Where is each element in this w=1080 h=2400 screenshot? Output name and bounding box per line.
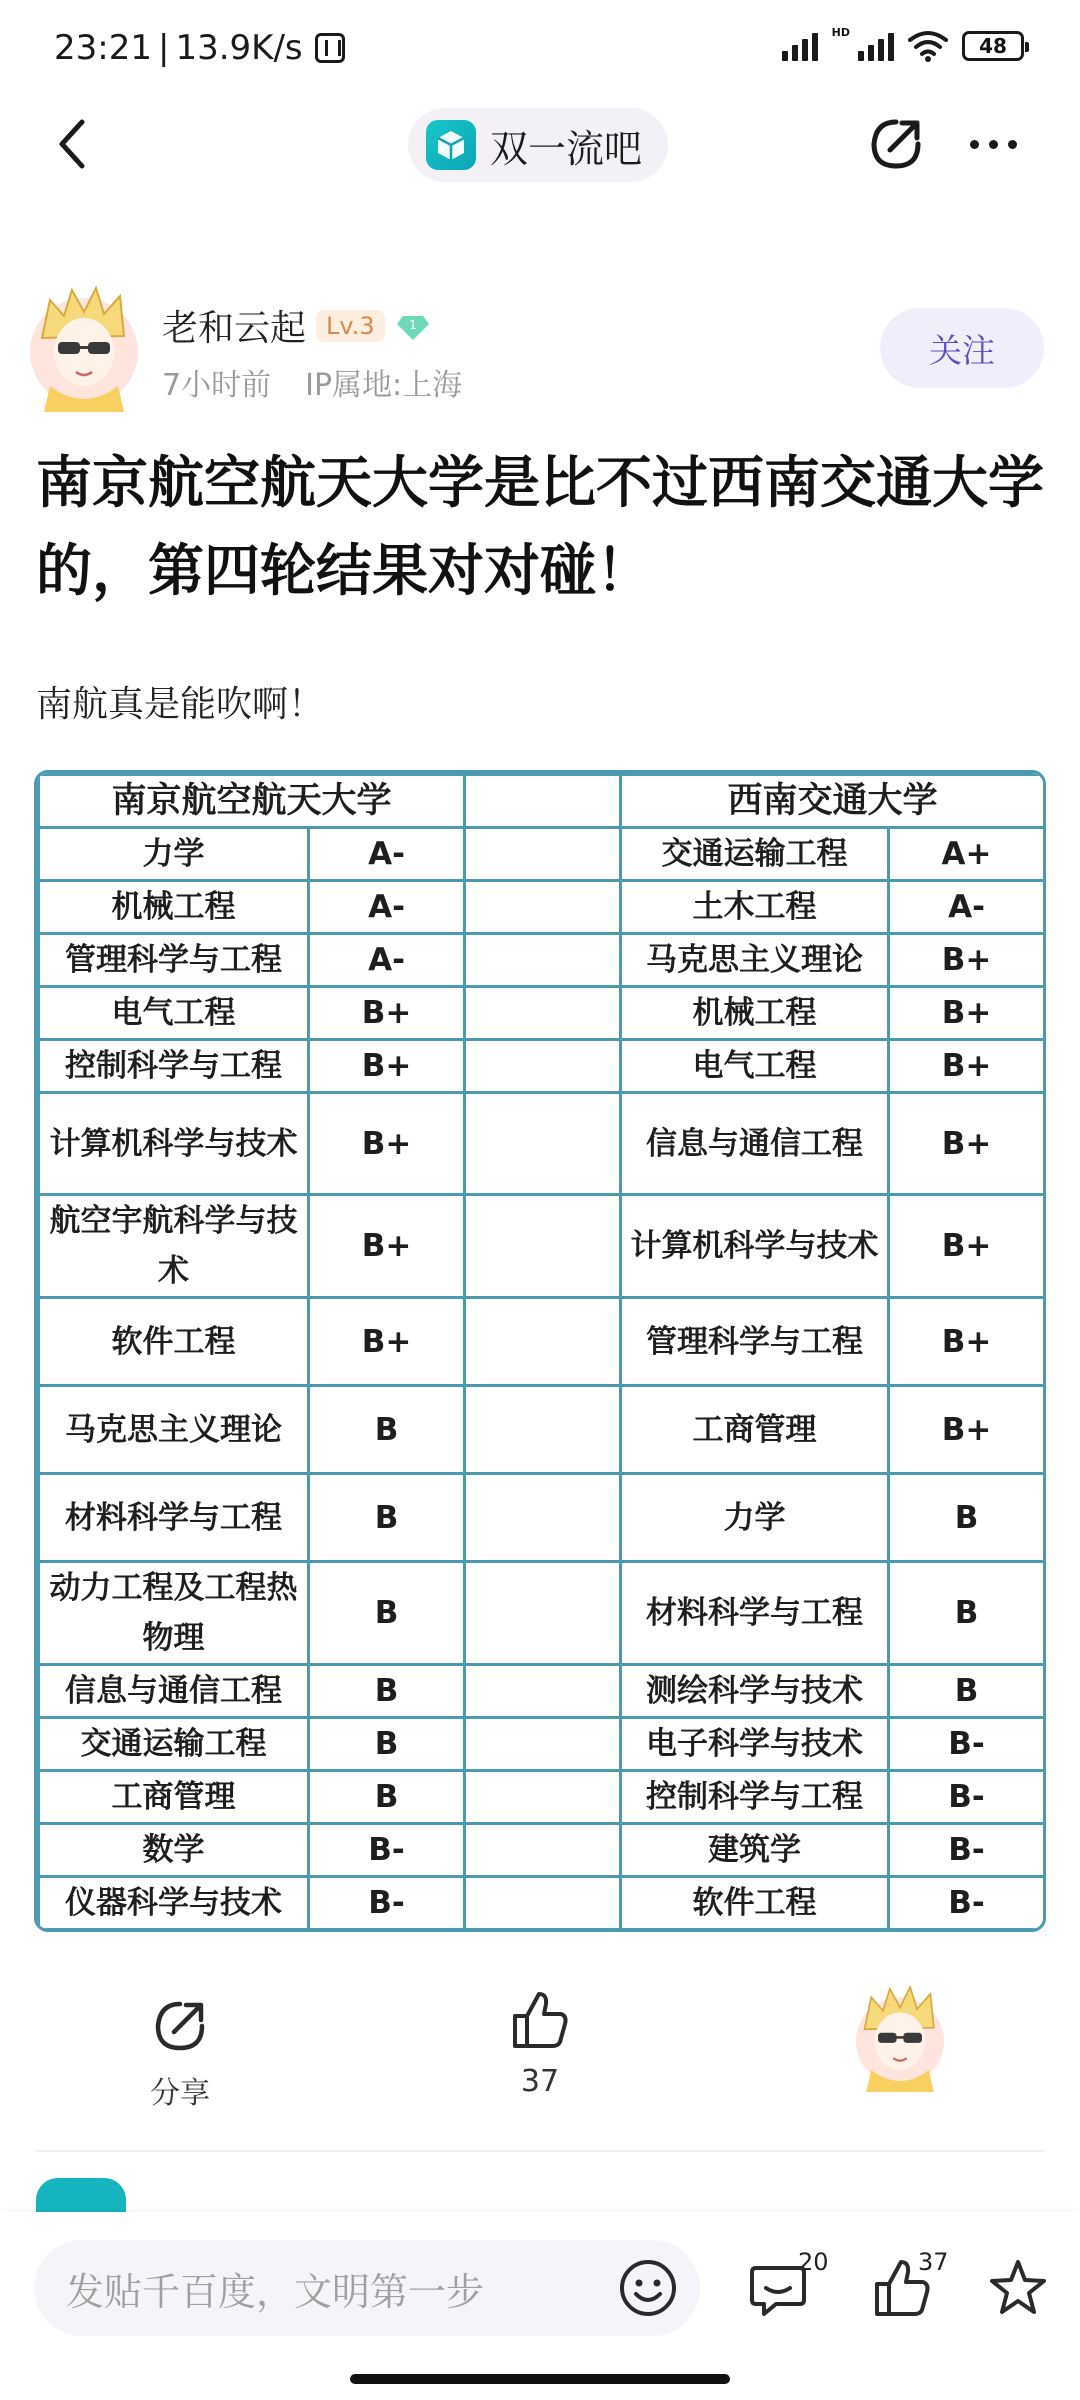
- left-grade-cell: B+: [309, 987, 465, 1040]
- left-subject-cell: 控制科学与工程: [39, 1040, 309, 1093]
- forum-logo-icon: [426, 120, 476, 170]
- post-title: 南京航空航天大学是比不过西南交通大学的，第四轮结果对对碰！: [36, 451, 1044, 604]
- right-subject-cell: 土木工程: [621, 881, 889, 934]
- signal-icon: [782, 31, 818, 61]
- signal-icon-2: [858, 31, 894, 61]
- author-name[interactable]: 老和云起: [162, 308, 307, 349]
- share-button-top[interactable]: [866, 114, 926, 174]
- network-speed: 13.9K/s: [175, 28, 303, 68]
- right-grade-cell: B: [889, 1562, 1045, 1665]
- hd-label: HD: [831, 25, 850, 39]
- gap-cell: [465, 1562, 621, 1665]
- table-header-row: [39, 775, 1045, 828]
- top-nav: [0, 100, 1080, 190]
- gap-cell: [465, 881, 621, 934]
- left-grade-cell: B: [309, 1665, 465, 1718]
- table-row: [39, 1298, 1045, 1386]
- right-subject-cell: 软件工程: [621, 1877, 889, 1930]
- right-grade-cell: B+: [889, 1093, 1045, 1195]
- status-right: [782, 25, 1024, 62]
- post-time: 7小时前: [162, 368, 272, 403]
- left-subject-cell: 仪器科学与技术: [39, 1877, 309, 1930]
- gap-cell: [465, 1824, 621, 1877]
- left-subject-cell: 管理科学与工程: [39, 934, 309, 987]
- gap-cell: [465, 1771, 621, 1824]
- gap-cell: [465, 987, 621, 1040]
- left-subject-cell: 机械工程: [39, 881, 309, 934]
- right-university-header: 西南交通大学: [621, 775, 1045, 828]
- share-icon: [150, 1996, 210, 2056]
- left-grade-cell: B: [309, 1386, 465, 1474]
- bottom-bar: [0, 2212, 1080, 2400]
- table-row: [39, 1718, 1045, 1771]
- left-subject-cell: 电气工程: [39, 987, 309, 1040]
- status-bar: [0, 0, 1080, 100]
- thumbs-up-icon: [509, 1988, 571, 2052]
- gap-cell: [465, 1195, 621, 1298]
- liker-avatar[interactable]: [850, 1982, 950, 2092]
- left-grade-cell: B: [309, 1771, 465, 1824]
- more-options-button[interactable]: [958, 114, 1028, 174]
- comment-placeholder: 发贴千百度，文明第一步: [66, 2269, 485, 2314]
- left-grade-cell: B+: [309, 1195, 465, 1298]
- right-grade-cell: B+: [889, 1195, 1045, 1298]
- left-subject-cell: 交通运输工程: [39, 1718, 309, 1771]
- ip-location: IP属地:上海: [305, 368, 463, 403]
- table-row: [39, 1093, 1045, 1195]
- left-subject-cell: 软件工程: [39, 1298, 309, 1386]
- table-body: [39, 828, 1045, 1930]
- battery-level: 48: [979, 34, 1007, 58]
- author-avatar[interactable]: [28, 282, 140, 412]
- gap-cell: [465, 1877, 621, 1930]
- right-grade-cell: B+: [889, 1386, 1045, 1474]
- right-subject-cell: 电子科学与技术: [621, 1718, 889, 1771]
- author-meta: [162, 360, 462, 404]
- grades-table: [37, 773, 1046, 1931]
- left-subject-cell: 信息与通信工程: [39, 1665, 309, 1718]
- share-action-button[interactable]: [140, 1996, 220, 2112]
- left-grade-cell: B+: [309, 1040, 465, 1093]
- left-subject-cell: 航空宇航科学与技术: [39, 1195, 309, 1298]
- divider: [36, 2150, 1044, 2152]
- gap-cell: [465, 828, 621, 881]
- left-grade-cell: B-: [309, 1824, 465, 1877]
- star-icon[interactable]: [986, 2256, 1050, 2320]
- right-subject-cell: 机械工程: [621, 987, 889, 1040]
- right-grade-cell: B-: [889, 1718, 1045, 1771]
- table-row: [39, 934, 1045, 987]
- status-left: 23:21 | 13.9K/s: [54, 28, 345, 68]
- left-grade-cell: B-: [309, 1877, 465, 1930]
- forum-name: 双一流吧: [490, 126, 643, 171]
- status-time: 23:21: [54, 28, 152, 68]
- left-grade-cell: B: [309, 1562, 465, 1665]
- gap-cell: [465, 934, 621, 987]
- table-row: [39, 987, 1045, 1040]
- left-university-header: 南京航空航天大学: [39, 775, 465, 828]
- right-subject-cell: 控制科学与工程: [621, 1771, 889, 1824]
- table-row: [39, 1562, 1045, 1665]
- left-subject-cell: 计算机科学与技术: [39, 1093, 309, 1195]
- right-grade-cell: B-: [889, 1771, 1045, 1824]
- table-row: [39, 1877, 1045, 1930]
- left-grade-cell: B+: [309, 1298, 465, 1386]
- gap-cell: [465, 775, 621, 828]
- table-row: [39, 828, 1045, 881]
- level-badge: Lv.3: [316, 310, 385, 342]
- gap-cell: [465, 1386, 621, 1474]
- right-grade-cell: A-: [889, 881, 1045, 934]
- right-grade-cell: B+: [889, 987, 1045, 1040]
- like-count: 37: [520, 2064, 560, 2099]
- nfc-icon: [315, 33, 345, 63]
- left-grade-cell: B: [309, 1474, 465, 1562]
- forum-entry-button[interactable]: [408, 108, 668, 182]
- home-indicator[interactable]: [350, 2374, 730, 2384]
- emoji-icon[interactable]: [616, 2256, 680, 2320]
- right-grade-cell: B: [889, 1474, 1045, 1562]
- left-grade-cell: B: [309, 1718, 465, 1771]
- table-row: [39, 1040, 1045, 1093]
- table-row: [39, 1665, 1045, 1718]
- post-body: 南航真是能吹啊！: [36, 684, 325, 725]
- left-subject-cell: 力学: [39, 828, 309, 881]
- battery-icon: [962, 31, 1024, 61]
- right-subject-cell: 建筑学: [621, 1824, 889, 1877]
- left-subject-cell: 动力工程及工程热物理: [39, 1562, 309, 1665]
- right-grade-cell: B+: [889, 1040, 1045, 1093]
- wifi-icon: [908, 30, 948, 62]
- like-action-button[interactable]: [500, 1988, 580, 2099]
- right-grade-cell: B: [889, 1665, 1045, 1718]
- bottom-like-count: 37: [918, 2248, 949, 2276]
- gap-cell: [465, 1718, 621, 1771]
- left-grade-cell: A-: [309, 934, 465, 987]
- right-subject-cell: 管理科学与工程: [621, 1298, 889, 1386]
- share-icon: [866, 114, 926, 174]
- right-grade-cell: B-: [889, 1824, 1045, 1877]
- chevron-left-icon: [54, 118, 90, 170]
- gap-cell: [465, 1040, 621, 1093]
- gap-cell: [465, 1665, 621, 1718]
- comment-count: 20: [798, 2248, 829, 2276]
- left-subject-cell: 马克思主义理论: [39, 1386, 309, 1474]
- post-image-table[interactable]: [34, 770, 1046, 1932]
- gap-cell: [465, 1474, 621, 1562]
- right-grade-cell: A+: [889, 828, 1045, 881]
- gap-cell: [465, 1093, 621, 1195]
- table-row: [39, 881, 1045, 934]
- table-row: [39, 1771, 1045, 1824]
- right-subject-cell: 测绘科学与技术: [621, 1665, 889, 1718]
- right-grade-cell: B+: [889, 1298, 1045, 1386]
- right-subject-cell: 计算机科学与技术: [621, 1195, 889, 1298]
- gem-badge-icon: [395, 308, 431, 344]
- left-grade-cell: A-: [309, 828, 465, 881]
- right-subject-cell: 交通运输工程: [621, 828, 889, 881]
- right-grade-cell: B+: [889, 934, 1045, 987]
- right-subject-cell: 信息与通信工程: [621, 1093, 889, 1195]
- follow-button[interactable]: 关注: [880, 308, 1044, 388]
- author-block: [28, 282, 1058, 422]
- left-subject-cell: 工商管理: [39, 1771, 309, 1824]
- right-subject-cell: 力学: [621, 1474, 889, 1562]
- table-row: [39, 1824, 1045, 1877]
- comment-input[interactable]: [34, 2240, 700, 2336]
- table-row: [39, 1195, 1045, 1298]
- left-grade-cell: A-: [309, 881, 465, 934]
- share-label: 分享: [150, 2076, 210, 2111]
- right-subject-cell: 马克思主义理论: [621, 934, 889, 987]
- right-subject-cell: 材料科学与工程: [621, 1562, 889, 1665]
- author-name-row: [162, 300, 431, 351]
- right-subject-cell: 工商管理: [621, 1386, 889, 1474]
- gem-level: 1: [408, 317, 417, 332]
- left-grade-cell: B+: [309, 1093, 465, 1195]
- back-button[interactable]: [42, 114, 102, 174]
- left-subject-cell: 材料科学与工程: [39, 1474, 309, 1562]
- right-subject-cell: 电气工程: [621, 1040, 889, 1093]
- left-subject-cell: 数学: [39, 1824, 309, 1877]
- table-row: [39, 1386, 1045, 1474]
- right-grade-cell: B-: [889, 1877, 1045, 1930]
- gap-cell: [465, 1298, 621, 1386]
- post-actions: [0, 1972, 1080, 2111]
- table-row: [39, 1474, 1045, 1562]
